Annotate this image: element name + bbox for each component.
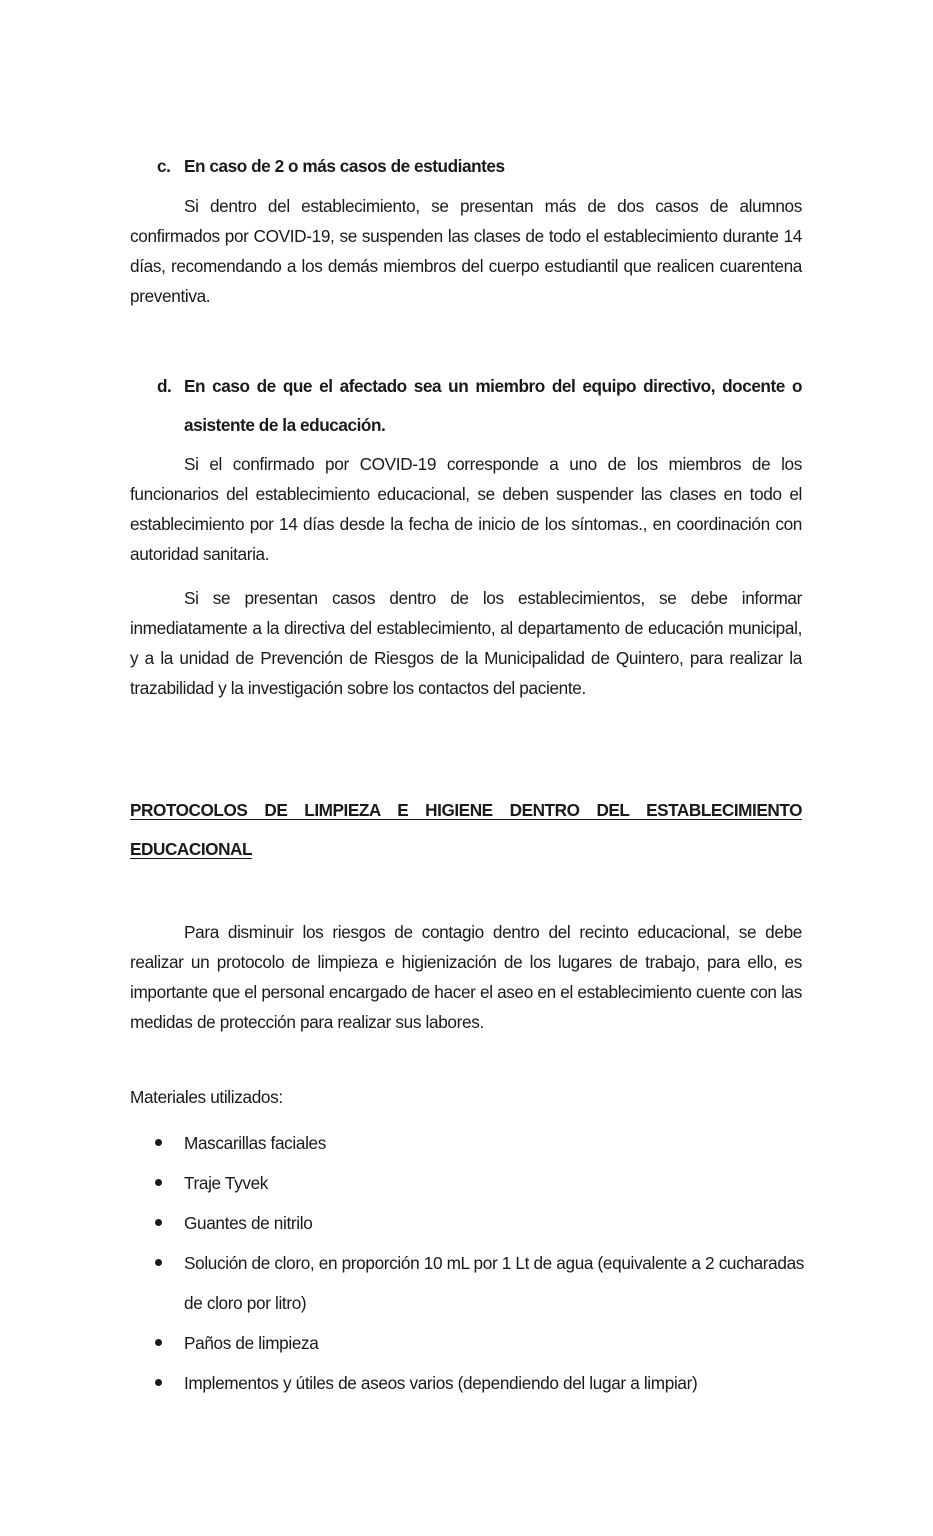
list-item: Mascarillas faciales [155,1123,805,1163]
section-d-heading [157,367,802,444]
bullet-icon [155,1379,162,1386]
section-c-paragraph: Si dentro del establecimiento, se presentan más de dos casos de alumnos confirmados por COVID-19, se suspenden las clases de todo el establecimiento durante 14 días, recomendando a los demás miembros del cuerpo estudiantil que realicen cuarentena preventiva. [130,196,802,306]
bullet-icon [155,1179,162,1186]
list-item: Implementos y útiles de aseos varios (dependiendo del lugar a limpiar) [155,1363,805,1403]
section-d-paragraph-2: Si se presentan casos dentro de los establecimientos, se debe informar inmediatamente a la directiva del establecimiento, al departamento de educación municipal, y a la unidad de Prevención de Riesgos de la Municipalidad de Quintero, para realizar la trazabilidad y la investigación sobre los contactos del paciente. [130,588,802,698]
materials-label: Materiales utilizados: [130,1087,283,1107]
section-c-label: c. [157,156,171,176]
section-d-paragraph-1: Si el confirmado por COVID-19 corresponde a uno de los miembros de los funcionarios del establecimiento educacional, se deben suspender las clases en todo el establecimiento por 14 días desde la fecha de inicio de los síntomas., en coordinación con autoridad sanitaria. [130,454,802,564]
section-d-label: d. [157,376,172,396]
bullet-icon [155,1219,162,1226]
section-c-heading [157,147,802,186]
protocols-paragraph: Para disminuir los riesgos de contagio dentro del recinto educacional, se debe realizar un protocolo de limpieza e higienización de los lugares de trabajo, para ello, es importante que el personal encargado de hacer el aseo en el establecimiento cuente con las medidas de protección para realizar sus labores. [130,922,802,1032]
bullet-icon [155,1259,162,1266]
list-item: Paños de limpieza [155,1323,805,1363]
bullet-icon [155,1139,162,1146]
materials-list [155,1123,805,1403]
list-item: Traje Tyvek [155,1163,805,1203]
section-d-heading-text: En caso de que el afectado sea un miembro del equipo directivo, docente o asistente de la educación. [184,376,802,435]
section-c-heading-text: En caso de 2 o más casos de estudiantes [184,156,505,176]
bullet-icon [155,1339,162,1346]
list-item: Solución de cloro, en proporción 10 mL por 1 Lt de agua (equivalente a 2 cucharadas de cloro por litro) [155,1243,805,1323]
list-item: Guantes de nitrilo [155,1203,805,1243]
protocols-heading: PROTOCOLOS DE LIMPIEZA E HIGIENE DENTRO DEL ESTABLECIMIENTO EDUCACIONAL [130,800,802,859]
